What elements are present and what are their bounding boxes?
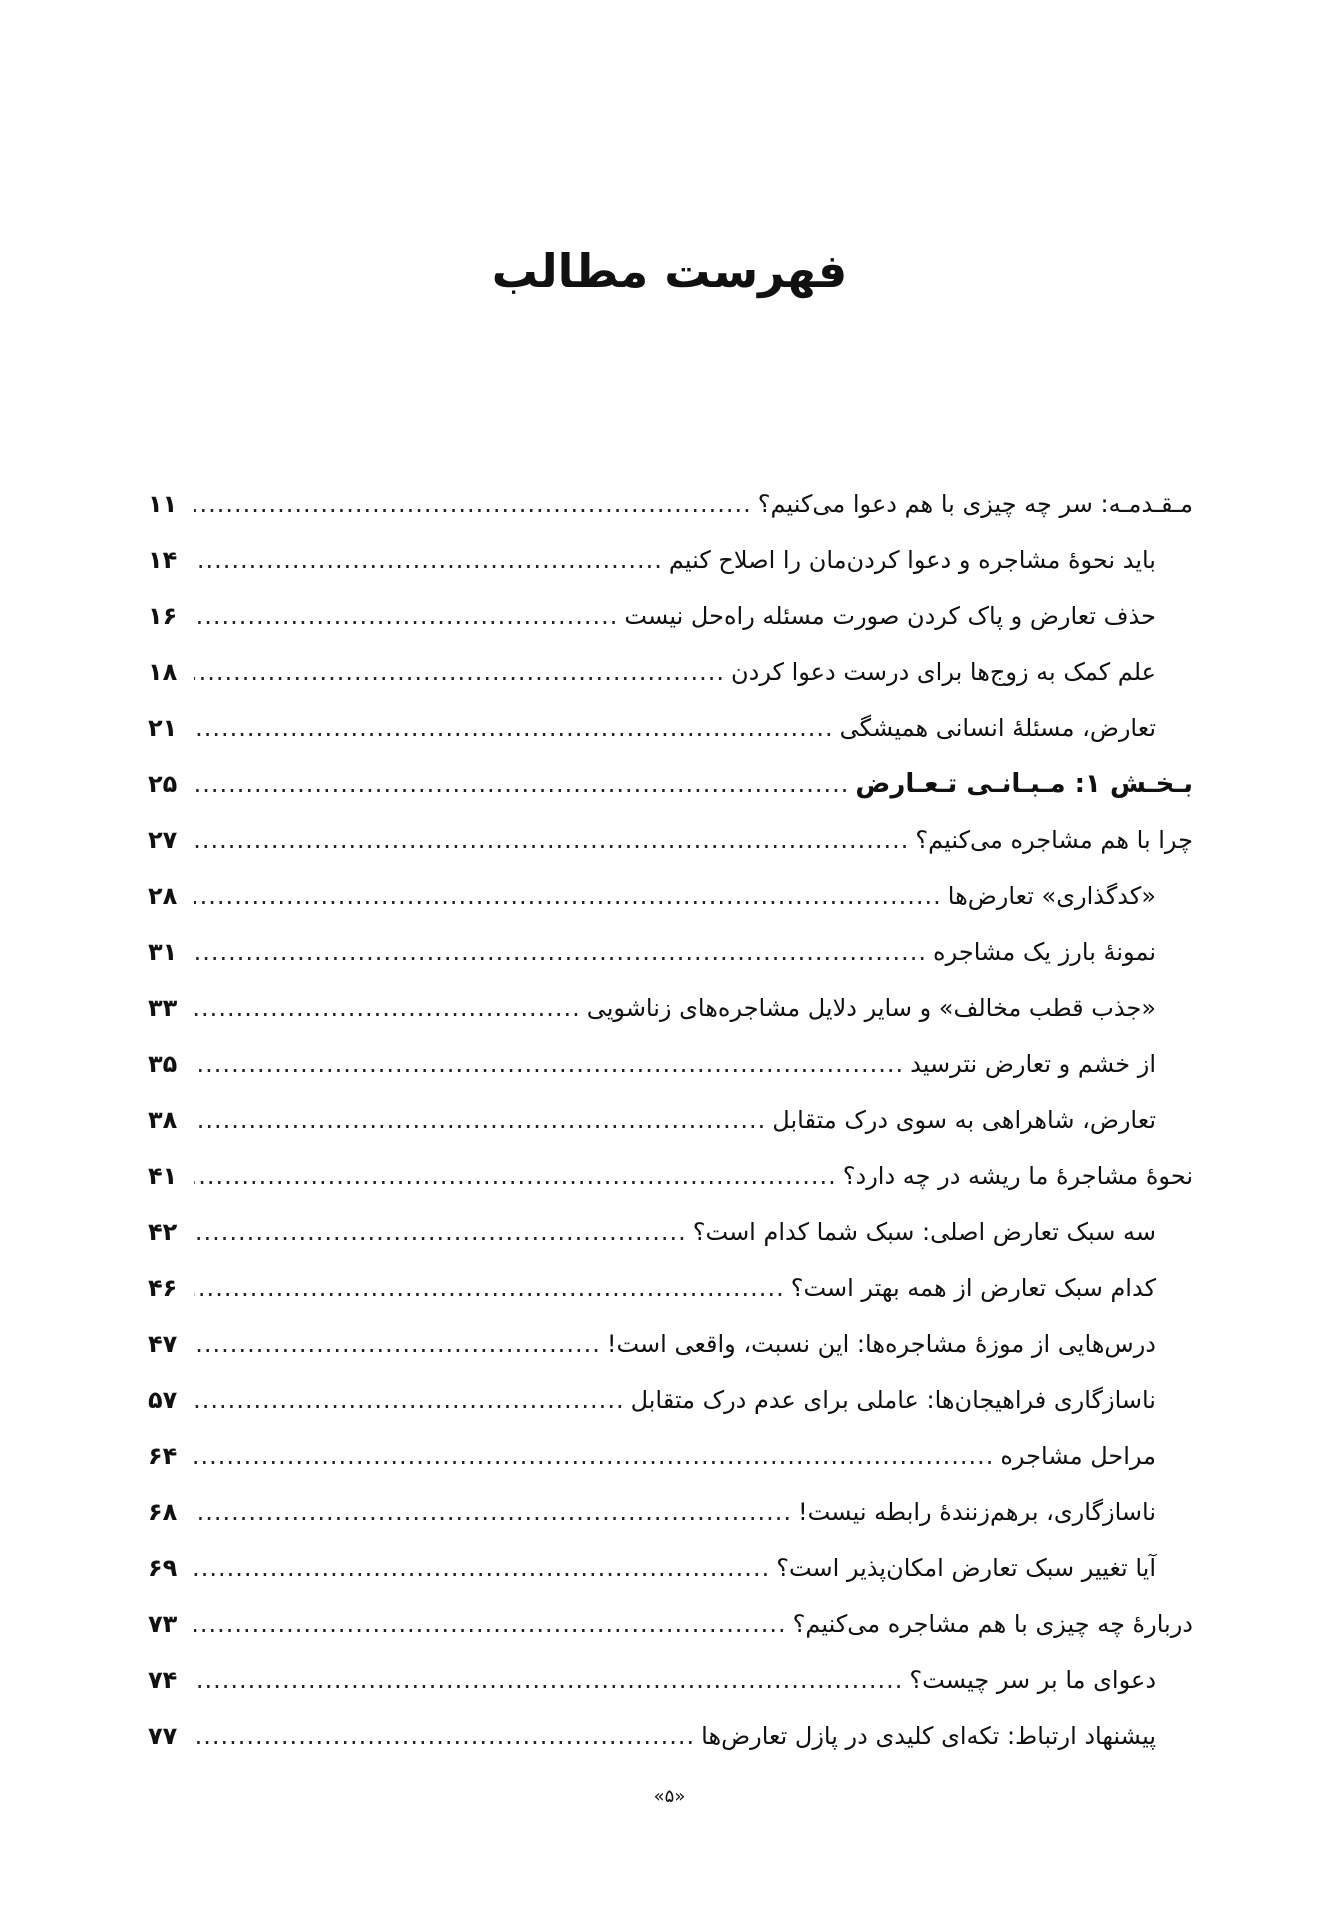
toc-entry-page-number: ۳۱ (148, 938, 178, 966)
dot-leader (194, 476, 752, 532)
toc-entry-title: ناسازگاری فراهیجان‌ها: عاملی برای عدم درک متقابل (630, 1386, 1156, 1414)
toc-entry-title: «کدگذاری» تعارض‌ها (947, 882, 1156, 910)
dot-leader (194, 532, 663, 588)
toc-entry-page-number: ۴۷ (148, 1330, 178, 1358)
dot-leader (194, 756, 849, 812)
dot-leader (194, 924, 927, 980)
toc-entry-page-number: ۲۷ (148, 826, 178, 854)
dot-leader (194, 1260, 785, 1316)
toc-entry-title: پیشنهاد ارتباط: تکه‌ای کلیدی در پازل تعارض‌ها (701, 1722, 1156, 1750)
dot-leader (194, 868, 942, 924)
dot-leader (194, 1708, 695, 1764)
toc-entry[interactable] (148, 1708, 1193, 1764)
toc-entry-page-number: ۳۵ (148, 1050, 178, 1078)
dot-leader (194, 1204, 687, 1260)
dot-leader (194, 644, 725, 700)
dot-leader (194, 1652, 903, 1708)
toc-entry[interactable] (148, 1148, 1193, 1204)
toc-entry[interactable] (148, 1092, 1193, 1148)
toc-entry-title: آیا تغییر سبک تعارض امکان‌پذیر است؟ (776, 1554, 1156, 1582)
toc-entry[interactable] (148, 700, 1193, 756)
toc-entry-title: نمونهٔ بارز یک مشاجره (933, 938, 1156, 966)
toc-entry-page-number: ۵۷ (148, 1386, 178, 1414)
dot-leader (194, 1540, 770, 1596)
table-of-contents (148, 476, 1193, 1764)
toc-entry-title: مراحل مشاجره (1000, 1442, 1156, 1470)
toc-entry-title: دربارهٔ چه چیزی با هم مشاجره می‌کنیم؟ (792, 1610, 1193, 1638)
toc-entry[interactable] (148, 1484, 1193, 1540)
toc-entry-page-number: ۶۸ (148, 1498, 178, 1526)
page-title: فهرست مطالب (491, 243, 848, 298)
toc-entry[interactable] (148, 1540, 1193, 1596)
toc-entry-page-number: ۱۸ (148, 658, 178, 686)
toc-entry[interactable] (148, 1260, 1193, 1316)
toc-entry[interactable] (148, 924, 1193, 980)
dot-leader (194, 812, 909, 868)
toc-entry[interactable] (148, 1596, 1193, 1652)
dot-leader (194, 1148, 837, 1204)
toc-entry-page-number: ۴۱ (148, 1162, 178, 1190)
toc-entry-title: تعارض، شاهراهی به سوی درک متقابل (772, 1106, 1156, 1134)
toc-entry-title: درس‌هایی از موزهٔ مشاجره‌ها: این نسبت، واقعی است! (606, 1330, 1156, 1358)
toc-entry[interactable] (148, 1036, 1193, 1092)
toc-entry-page-number: ۴۲ (148, 1218, 178, 1246)
dot-leader (194, 1372, 625, 1428)
toc-entry-page-number: ۲۵ (148, 770, 178, 798)
dot-leader (194, 980, 581, 1036)
dot-leader (194, 1316, 601, 1372)
dot-leader (194, 1484, 792, 1540)
toc-entry-page-number: ۱۶ (148, 602, 178, 630)
toc-entry-title: ناسازگاری، برهم‌زنندهٔ رابطه نیست! (798, 1498, 1156, 1526)
toc-entry-page-number: ۳۸ (148, 1106, 178, 1134)
toc-entry-page-number: ۲۱ (148, 714, 178, 742)
dot-leader (194, 588, 618, 644)
toc-entry-title: سه سبک تعارض اصلی: سبک شما کدام است؟ (692, 1218, 1156, 1246)
toc-entry-title: علم کمک به زوج‌ها برای درست دعوا کردن (731, 658, 1156, 686)
toc-entry-title: از خشم و تعارض نترسید (910, 1050, 1156, 1078)
toc-entry-page-number: ۲۸ (148, 882, 178, 910)
toc-entry-page-number: ۱۱ (148, 490, 178, 518)
toc-entry-page-number: ۷۳ (148, 1610, 178, 1638)
toc-entry[interactable] (148, 644, 1193, 700)
toc-entry-page-number: ۶۴ (148, 1442, 178, 1470)
toc-entry-title: دعوای ما بر سر چیست؟ (909, 1666, 1156, 1694)
toc-entry-title: «جذب قطب مخالف» و سایر دلایل مشاجره‌های زناشویی (586, 994, 1156, 1022)
toc-entry[interactable] (148, 588, 1193, 644)
toc-entry-title: مـقـدمـه: سر چه چیزی با هم دعوا می‌کنیم؟ (757, 490, 1193, 518)
page-number: «۵» (653, 1786, 686, 1807)
dot-leader (194, 1596, 787, 1652)
toc-entry[interactable] (148, 1652, 1193, 1708)
toc-entry[interactable] (148, 1428, 1193, 1484)
dot-leader (194, 700, 834, 756)
toc-entry-title: تعارض، مسئلهٔ انسانی همیشگی (839, 714, 1156, 742)
toc-entry-title: نحوهٔ مشاجرهٔ ما ریشه در چه دارد؟ (842, 1162, 1193, 1190)
dot-leader (194, 1428, 994, 1484)
toc-entry[interactable] (148, 1204, 1193, 1260)
toc-entry[interactable] (148, 868, 1193, 924)
toc-entry-page-number: ۳۳ (148, 994, 178, 1022)
toc-entry-page-number: ۴۶ (148, 1274, 178, 1302)
toc-entry[interactable] (148, 476, 1193, 532)
toc-entry-title: باید نحوهٔ مشاجره و دعوا کردن‌مان را اصلاح کنیم (668, 546, 1156, 574)
toc-entry-page-number: ۷۷ (148, 1722, 178, 1750)
toc-entry-title: حذف تعارض و پاک کردن صورت مسئله راه‌حل نیست (624, 602, 1156, 630)
toc-entry[interactable] (148, 812, 1193, 868)
toc-entry[interactable] (148, 532, 1193, 588)
toc-entry-title: چرا با هم مشاجره می‌کنیم؟ (915, 826, 1193, 854)
toc-entry-title: بـخـش ۱: مـبـانـی تـعـارض (855, 769, 1193, 799)
dot-leader (194, 1036, 904, 1092)
toc-entry-page-number: ۱۴ (148, 546, 178, 574)
toc-section-heading[interactable] (148, 756, 1193, 812)
toc-entry-page-number: ۶۹ (148, 1554, 178, 1582)
toc-entry[interactable] (148, 1372, 1193, 1428)
dot-leader (194, 1092, 766, 1148)
toc-entry-title: کدام سبک تعارض از همه بهتر است؟ (790, 1274, 1156, 1302)
toc-entry-page-number: ۷۴ (148, 1666, 178, 1694)
toc-entry[interactable] (148, 1316, 1193, 1372)
toc-entry[interactable] (148, 980, 1193, 1036)
